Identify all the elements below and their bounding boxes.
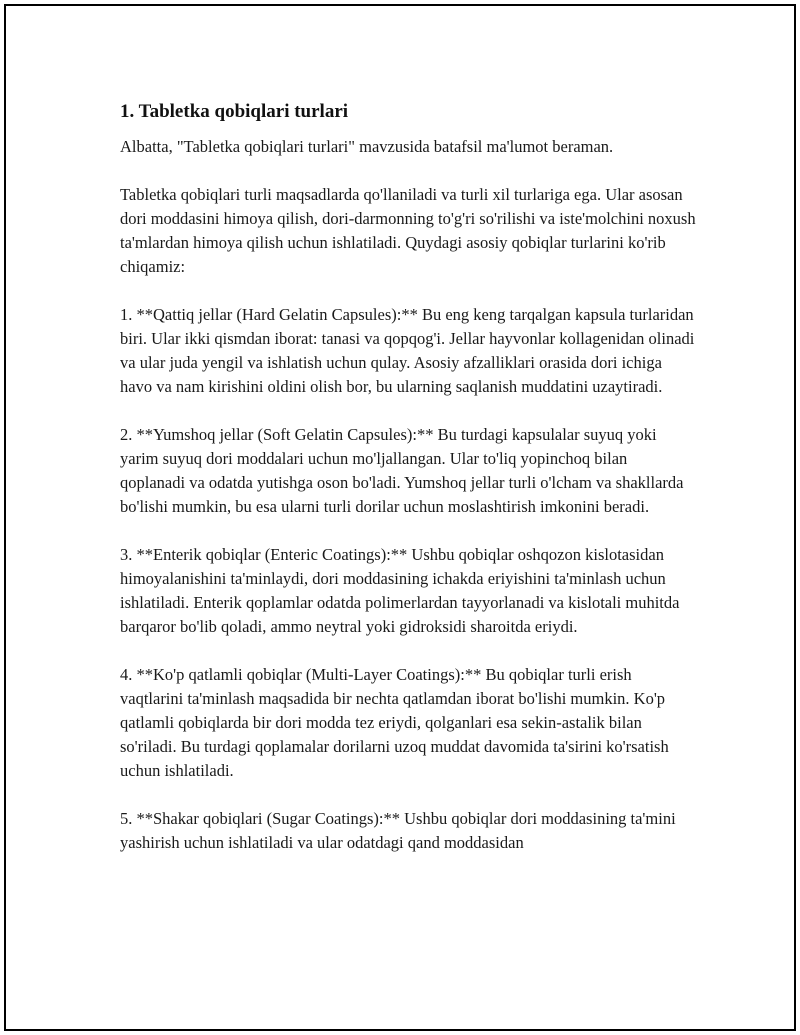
section-heading: 1. Tabletka qobiqlari turlari	[120, 101, 349, 122]
intro-paragraph: Albatta, "Tabletka qobiqlari turlari" mavzusida batafsil ma'lumot beraman.	[120, 137, 614, 156]
document-body	[120, 99, 700, 879]
list-item-enteric: 3. **Enterik qobiqlar (Enteric Coatings):** Ushbu qobiqlar oshqozon kislotasidan himoyalanishini ta'minlaydi, dori moddasining ichakda eriyishini ta'minlash uchun ishlatiladi. Enterik qoplamlar odatda polimerlardan tayyorlanadi va kislotali muhitda barqaror bo'lib qoladi, ammo neytral yoki gidroksidi sharoitda eriydi.	[120, 545, 680, 636]
overview-paragraph: Tabletka qobiqlari turli maqsadlarda qo'llaniladi va turli xil turlariga ega. Ular asosan dori moddasini himoya qilish, dori-darmonning to'g'ri so'rilishi va iste'molchini noxush ta'mlardan himoya qilish uchun ishlatiladi. Quydagi asosiy qobiqlar turlarini ko'rib chiqamiz:	[120, 185, 696, 276]
list-item-soft-gelatin: 2. **Yumshoq jellar (Soft Gelatin Capsules):** Bu turdagi kapsulalar suyuq yoki yarim suyuq dori moddalari uchun mo'ljallangan. Ular to'liq yopinchoq bilan qoplanadi va odatda yutishga oson bo'ladi. Yumshoq jellar turli o'lcham va shakllarda bo'lishi mumkin, bu esa ularni turli dorilar uchun moslashtirish imkonini beradi.	[120, 425, 684, 516]
list-item-sugar: 5. **Shakar qobiqlari (Sugar Coatings):** Ushbu qobiqlar dori moddasining ta'mini yashirish uchun ishlatiladi va ular odatdagi qand moddasidan	[120, 809, 676, 852]
list-item-hard-gelatin: 1. **Qattiq jellar (Hard Gelatin Capsules):** Bu eng keng tarqalgan kapsula turlaridan biri. Ular ikki qismdan iborat: tanasi va qopqog'i. Jellar hayvonlar kollagenidan olinadi va ular juda yengil va ishlatish uchun qulay. Asosiy afzalliklari orasida dori ichiga havo va nam kirishini oldini olish bor, bu ularning saqlanish muddatini uzaytiradi.	[120, 305, 695, 396]
page-frame	[4, 4, 796, 1031]
list-item-multi-layer: 4. **Ko'p qatlamli qobiqlar (Multi-Layer Coatings):** Bu qobiqlar turli erish vaqtlarini ta'minlash maqsadida bir nechta qatlamdan iborat bo'lishi mumkin. Ko'p qatlamli qobiqlarda bir dori modda tez eriydi, qolganlari esa sekin-astalik bilan so'riladi. Bu turdagi qoplamalar dorilarni uzoq muddat davomida ta'sirini ko'rsatish uchun ishlatiladi.	[120, 665, 669, 780]
